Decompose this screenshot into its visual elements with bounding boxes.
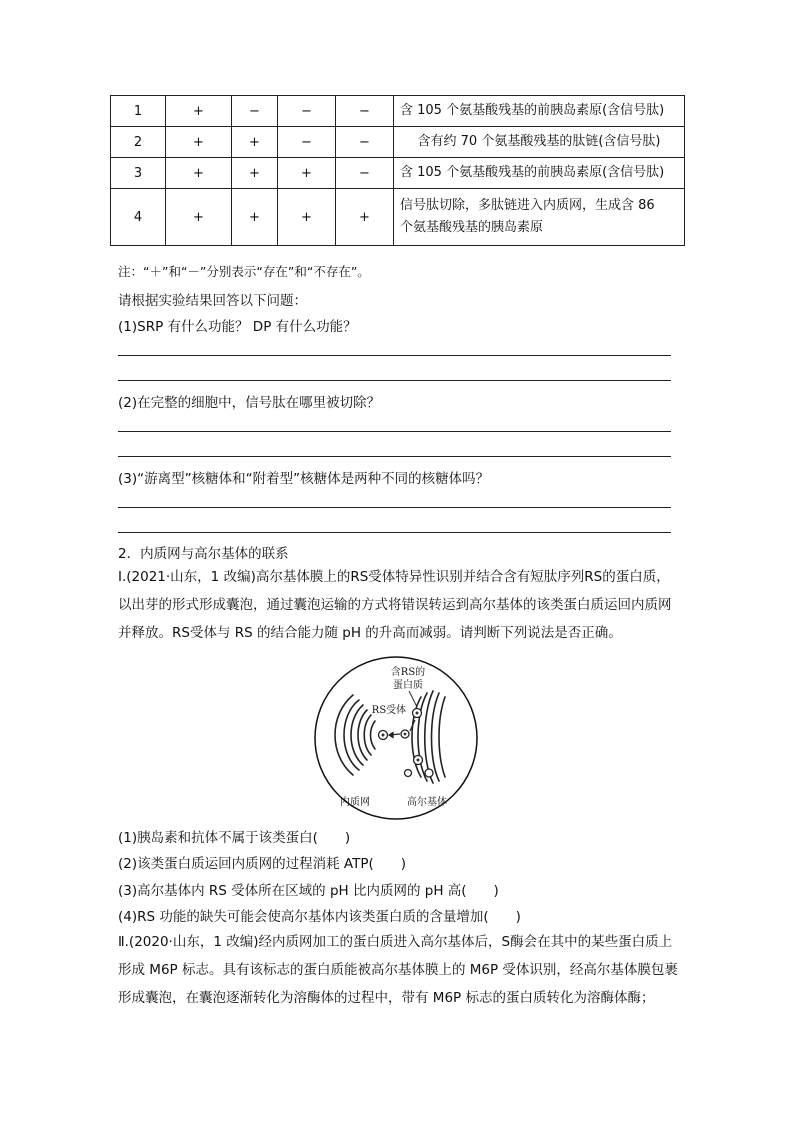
table-row: [111, 96, 685, 127]
row-id: 2: [111, 127, 166, 158]
cell-mark: −: [278, 127, 336, 158]
answer-line: [118, 456, 671, 457]
row-id: 3: [111, 158, 166, 189]
cell-result: [394, 189, 685, 246]
cell-mark: +: [278, 189, 336, 246]
cell-result: 含 105 个氨基酸残基的前胰岛素原(含信号肽): [394, 96, 685, 127]
row-id: 4: [111, 189, 166, 246]
part-ii-text: Ⅱ.(2020·山东，1 改编)经内质网加工的蛋白质进入高尔基体后，S酶会在其中的某些蛋白质上形成 M6P 标志。具有该标志的蛋白质能被高尔基体膜上的 M6P 受体识别，经高尔基体膜包裹形成囊泡，在囊泡逐渐转化为溶酶体的过程中，带有 M6P 标志的蛋白质转化为溶酶体酶；: [118, 934, 678, 1006]
table-note: 注：“＋”和“－”分别表示“存在”和“不存在”。: [118, 264, 370, 279]
answer-prompt: 请根据实验结果回答以下问题：: [118, 293, 307, 309]
cell-mark: +: [232, 189, 278, 246]
answer-line: [118, 431, 671, 432]
label-receptor: RS受体: [371, 705, 407, 716]
cell-mark: +: [278, 158, 336, 189]
question-1: (1)SRP 有什么功能？ DP 有什么功能？: [118, 319, 357, 335]
answer-line: [118, 507, 671, 508]
label-protein: 蛋白质: [393, 680, 423, 691]
cell-mark: +: [166, 189, 232, 246]
label-protein: 含RS的: [390, 667, 426, 678]
statement: (2)该类蛋白质运回内质网的过程消耗 ATP( ): [118, 856, 407, 872]
cell-mark: +: [336, 189, 394, 246]
answer-line: [118, 355, 671, 356]
cell-mark: −: [232, 96, 278, 127]
table-row: [111, 127, 685, 158]
cell-mark: +: [166, 96, 232, 127]
table-row: [111, 158, 685, 189]
statement: (4)RS 功能的缺失可能会使高尔基体内该类蛋白质的含量增加( ): [118, 909, 521, 925]
cell-mark: −: [336, 127, 394, 158]
answer-line: [118, 532, 671, 533]
cell-mark: −: [336, 158, 394, 189]
cell-result: 含有约 70 个氨基酸残基的肽链(含信号肽): [394, 127, 685, 158]
er-golgi-diagram: [313, 655, 479, 821]
experiment-table: [110, 95, 685, 246]
cell-result: 含 105 个氨基酸残基的前胰岛素原(含信号肽): [394, 158, 685, 189]
row-id: 1: [111, 96, 166, 127]
question-2: (2)在完整的细胞中，信号肽在哪里被切除？: [118, 395, 381, 411]
statement: (3)高尔基体内 RS 受体所在区域的 pH 比内质网的 pH 高( ): [118, 883, 499, 899]
statement: (1)胰岛素和抗体不属于该类蛋白( ): [118, 830, 351, 846]
cell-mark: +: [166, 127, 232, 158]
cell-mark: +: [166, 158, 232, 189]
part-i-text: Ⅰ.(2021·山东，1 改编)高尔基体膜上的RS受体特异性识别并结合含有短肽序列RS的蛋白质，以出芽的形式形成囊泡，通过囊泡运输的方式将错误转运到高尔基体的该类蛋白质运回内质网并释放。RS受体与 RS 的结合能力随 pH 的升高而减弱。请判断下列说法是否正确。: [118, 569, 672, 641]
cell-mark: +: [232, 127, 278, 158]
cell-result-line: 个氨基酸残基的胰岛素原: [400, 220, 544, 235]
answer-line: [118, 380, 671, 381]
table-row: [111, 189, 685, 246]
label-golgi: 高尔基体: [407, 797, 447, 808]
label-er: 内质网: [340, 797, 370, 808]
cell-mark: −: [278, 96, 336, 127]
cell-mark: −: [336, 96, 394, 127]
question-3: (3)“游离型”核糖体和“附着型”核糖体是两种不同的核糖体吗？: [118, 471, 490, 487]
cell-result-line: 信号肽切除，多肽链进入内质网，生成含 86: [400, 198, 655, 213]
cell-mark: +: [232, 158, 278, 189]
section-title: 2．内质网与高尔基体的联系: [118, 546, 289, 562]
